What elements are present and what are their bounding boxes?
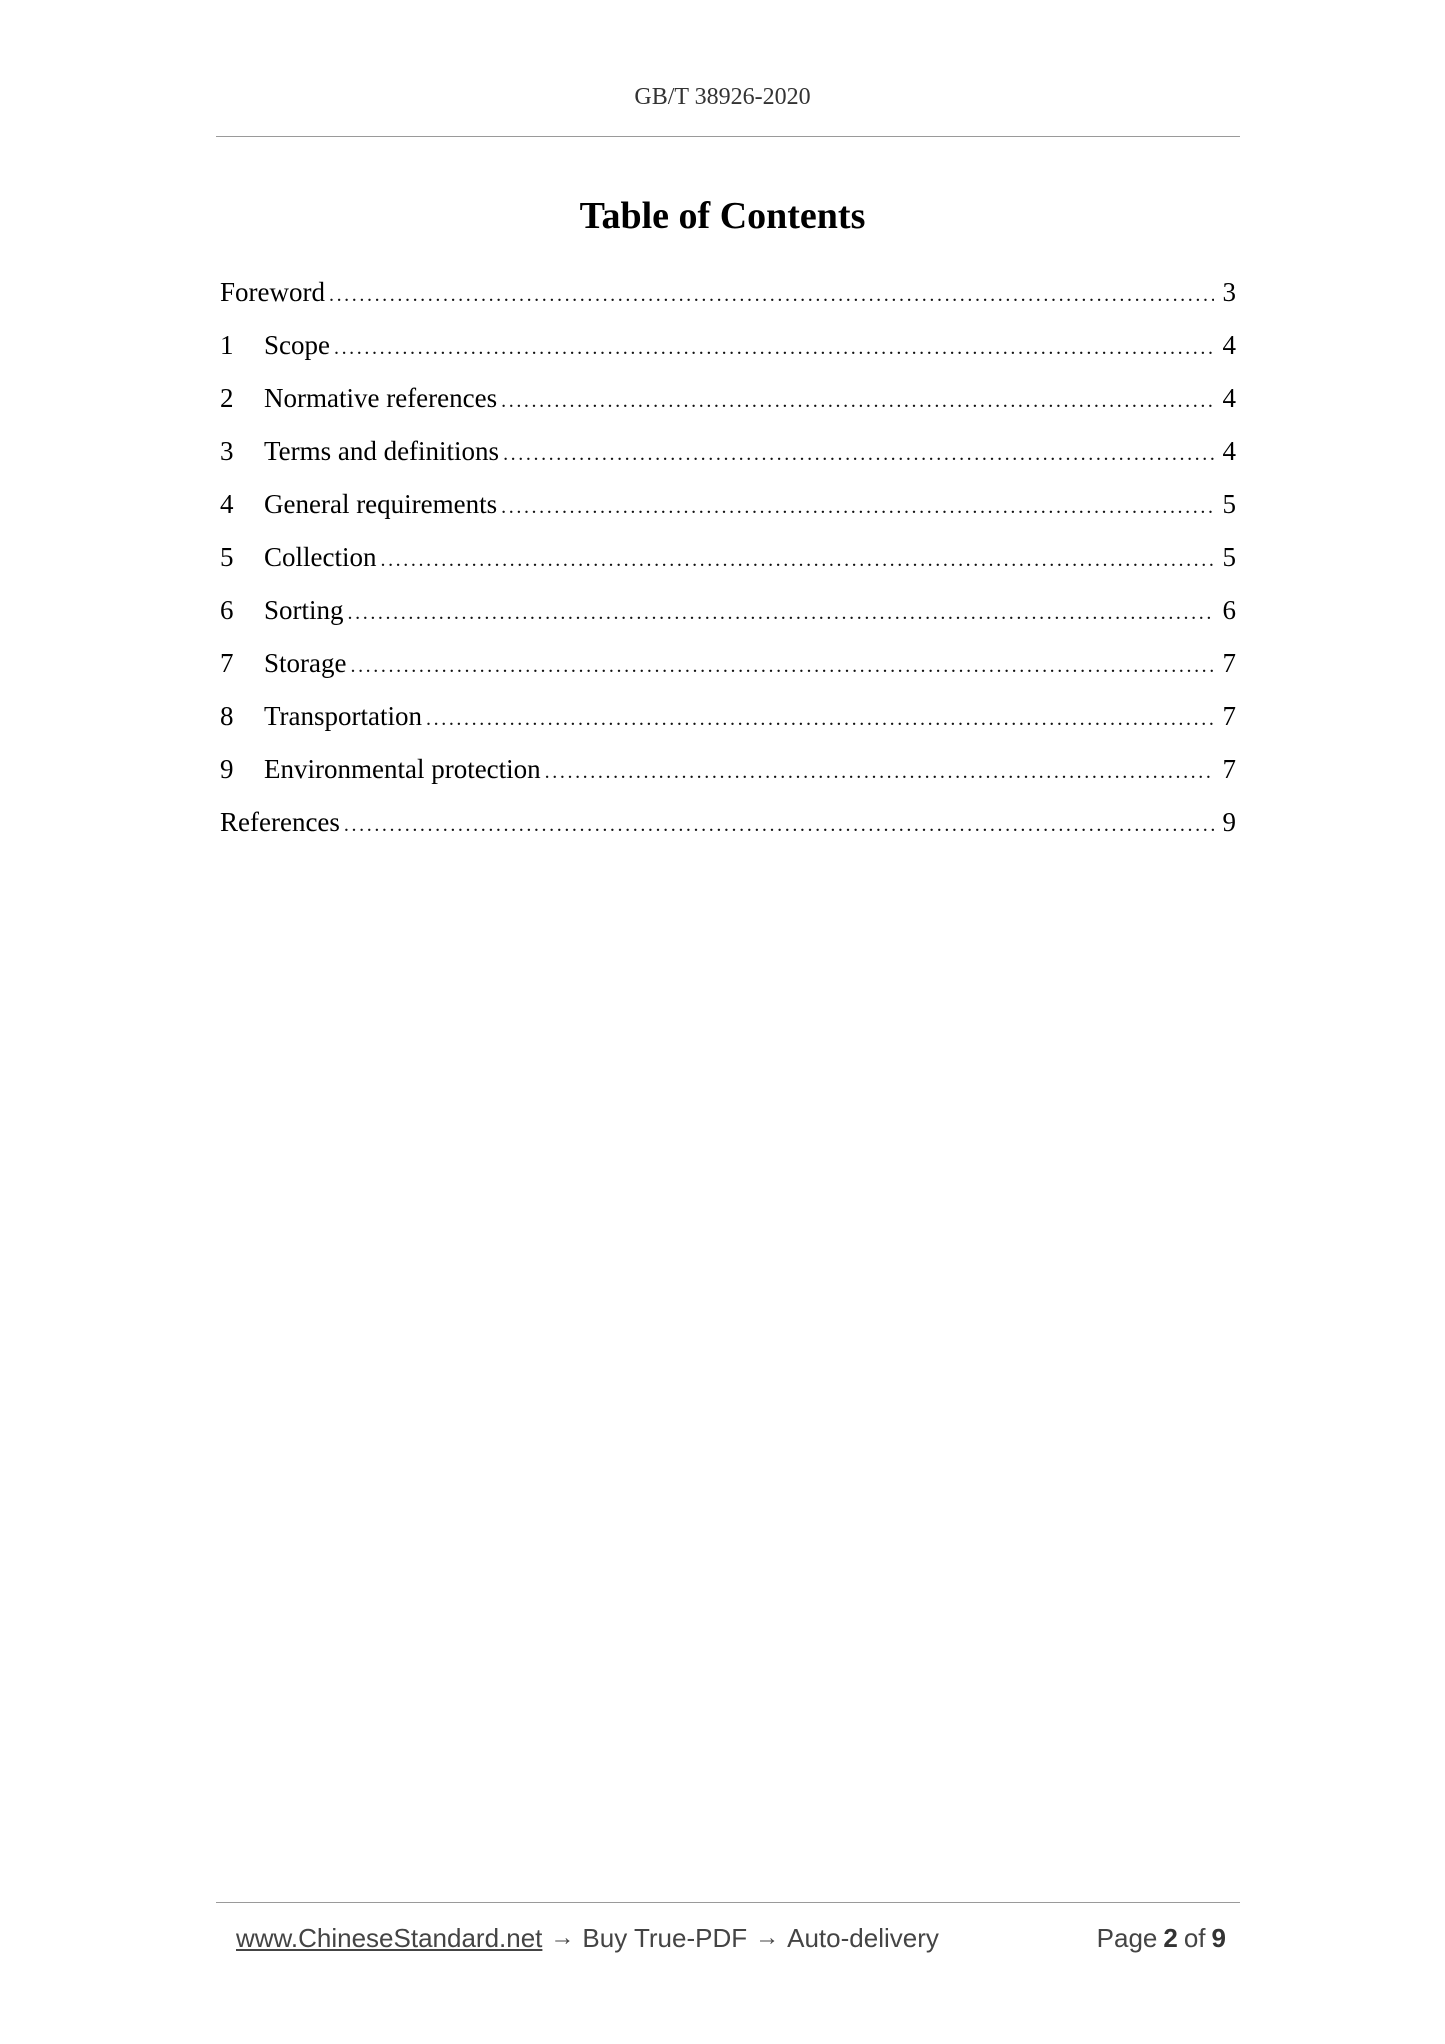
toc-entry-normative-references[interactable]	[220, 378, 1236, 431]
toc-entry-number: 7	[220, 648, 234, 678]
toc-dot-leader	[426, 699, 1214, 739]
toc-entry-page: 7	[1222, 701, 1236, 731]
toc-dot-leader	[545, 752, 1214, 792]
toc-entry-label: Sorting	[264, 595, 344, 625]
toc-entry-number: 4	[220, 489, 234, 519]
toc-title: Table of Contents	[579, 195, 866, 237]
toc-entry-number: 5	[220, 542, 234, 572]
arrow-right-icon: →	[755, 1924, 780, 1951]
page-indicator	[1091, 1923, 1226, 1954]
auto-delivery-text: Auto-delivery	[787, 1922, 939, 1953]
toc-dot-leader	[503, 434, 1214, 474]
of-word: of	[1183, 1922, 1206, 1953]
toc-entry-page: 7	[1222, 648, 1236, 678]
page-footer	[236, 1918, 1226, 1958]
site-link[interactable]: www.ChineseStandard.net	[236, 1922, 543, 1953]
toc-dot-leader	[380, 540, 1214, 580]
toc-entry-number: 8	[220, 701, 234, 731]
buy-true-pdf-text: Buy True-PDF	[582, 1922, 748, 1953]
toc-entry-page: 4	[1222, 330, 1236, 360]
toc-entry-number: 9	[220, 754, 234, 784]
toc-entry-number: 6	[220, 595, 234, 625]
toc-entry-label: Environmental protection	[264, 754, 541, 784]
toc-entry-label: Storage	[264, 648, 347, 678]
toc-entry-page: 7	[1222, 754, 1236, 784]
toc-entry-label: Terms and definitions	[264, 436, 500, 466]
header-divider	[216, 136, 1240, 137]
toc-dot-leader	[501, 381, 1214, 421]
toc-dot-leader	[501, 487, 1214, 527]
current-page-number: 2	[1163, 1922, 1178, 1953]
toc-entry-page: 4	[1222, 383, 1236, 413]
toc-entry-scope[interactable]	[220, 325, 1236, 378]
toc-dot-leader	[344, 805, 1214, 845]
toc-entry-page: 6	[1222, 595, 1236, 625]
page-word: Page	[1096, 1922, 1158, 1953]
toc-entry-label: Scope	[264, 330, 330, 360]
toc-entry-label: References	[220, 807, 340, 837]
toc-entry-transportation[interactable]	[220, 696, 1236, 749]
toc-entry-environmental-protection[interactable]	[220, 749, 1236, 802]
toc-dot-leader	[350, 646, 1214, 686]
toc-entry-label: Collection	[264, 542, 377, 572]
total-pages-number: 9	[1211, 1922, 1226, 1953]
footer-divider	[216, 1902, 1240, 1903]
document-code: GB/T 38926-2020	[634, 84, 811, 110]
toc-entry-general-requirements[interactable]	[220, 484, 1236, 537]
toc-entry-page: 9	[1222, 807, 1236, 837]
toc-dot-leader	[334, 328, 1214, 368]
toc-entry-number: 1	[220, 330, 234, 360]
toc-entry-page: 5	[1222, 489, 1236, 519]
toc-entry-foreword[interactable]	[220, 272, 1236, 325]
toc-entry-storage[interactable]	[220, 643, 1236, 696]
toc-entry-sorting[interactable]	[220, 590, 1236, 643]
toc-entry-terms-and-definitions[interactable]	[220, 431, 1236, 484]
toc-entry-collection[interactable]	[220, 537, 1236, 590]
toc-entry-page: 4	[1222, 436, 1236, 466]
toc-dot-leader	[348, 593, 1214, 633]
toc-entry-page: 5	[1222, 542, 1236, 572]
toc-entry-label: General requirements	[264, 489, 498, 519]
toc-entry-number: 2	[220, 383, 234, 413]
toc-entry-label: Normative references	[264, 383, 498, 413]
toc-entry-page: 3	[1222, 277, 1236, 307]
toc-entry-label: Foreword	[220, 277, 325, 307]
toc-entry-references[interactable]	[220, 802, 1236, 855]
toc-list	[220, 272, 1236, 855]
toc-entry-number: 3	[220, 436, 234, 466]
toc-dot-leader	[329, 275, 1214, 315]
arrow-right-icon: →	[550, 1924, 575, 1951]
toc-entry-label: Transportation	[264, 701, 423, 731]
